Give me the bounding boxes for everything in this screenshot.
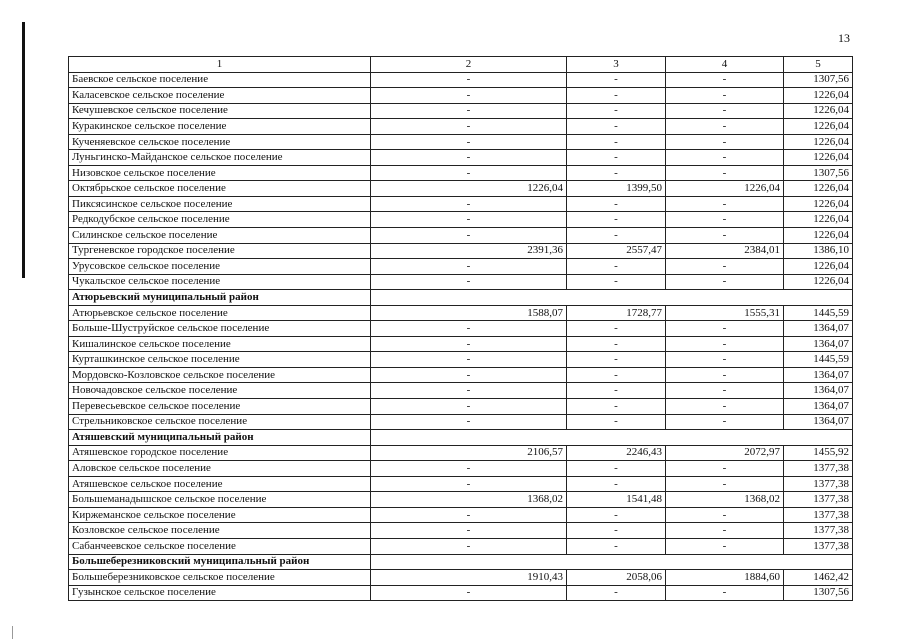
value-cell: 1728,77 xyxy=(567,305,666,321)
scan-edge xyxy=(12,626,13,639)
value-cell: 1588,07 xyxy=(371,305,567,321)
empty-cell xyxy=(666,554,784,570)
table-row xyxy=(69,119,853,135)
district-row xyxy=(69,430,853,446)
settlement-name: Тургеневское городское поселение xyxy=(69,243,371,259)
settlement-name: Кечушевское сельское поселение xyxy=(69,103,371,119)
value-cell: 1541,48 xyxy=(567,492,666,508)
value-cell: - xyxy=(371,414,567,430)
table-row xyxy=(69,585,853,601)
value-cell: - xyxy=(371,461,567,477)
header-cell: 2 xyxy=(371,57,567,73)
settlement-name: Чукальское сельское поселение xyxy=(69,274,371,290)
value-cell: - xyxy=(371,165,567,181)
value-cell: - xyxy=(567,321,666,337)
value-cell: - xyxy=(666,72,784,88)
settlement-name: Сабанчеевское сельское поселение xyxy=(69,538,371,554)
value-cell: - xyxy=(371,212,567,228)
table-row xyxy=(69,72,853,88)
value-cell: - xyxy=(567,196,666,212)
value-cell: 1226,04 xyxy=(784,212,853,228)
value-cell: - xyxy=(666,523,784,539)
value-cell: - xyxy=(567,150,666,166)
table-row xyxy=(69,181,853,197)
value-cell: 1307,56 xyxy=(784,72,853,88)
settlement-name: Большеберезниковское сельское поселение xyxy=(69,570,371,586)
table-row xyxy=(69,212,853,228)
value-cell: - xyxy=(567,274,666,290)
value-cell: - xyxy=(371,274,567,290)
value-cell: 1226,04 xyxy=(784,119,853,135)
value-cell: 1226,04 xyxy=(784,181,853,197)
value-cell: 1445,59 xyxy=(784,352,853,368)
settlement-name: Гузынское сельское поселение xyxy=(69,585,371,601)
table-row xyxy=(69,196,853,212)
value-cell: - xyxy=(567,336,666,352)
header-cell: 4 xyxy=(666,57,784,73)
value-cell: - xyxy=(567,352,666,368)
value-cell: 1364,07 xyxy=(784,321,853,337)
value-cell: 1377,38 xyxy=(784,476,853,492)
value-cell: 1226,04 xyxy=(784,103,853,119)
table-row xyxy=(69,305,853,321)
settlement-name: Редкодубское сельское поселение xyxy=(69,212,371,228)
value-cell: 1307,56 xyxy=(784,165,853,181)
value-cell: - xyxy=(371,72,567,88)
value-cell: 1226,04 xyxy=(784,150,853,166)
header-cell: 3 xyxy=(567,57,666,73)
tariff-table xyxy=(68,56,853,601)
table-row xyxy=(69,414,853,430)
table-row xyxy=(69,492,853,508)
value-cell: - xyxy=(666,103,784,119)
value-cell: 1226,04 xyxy=(784,88,853,104)
value-cell: - xyxy=(371,507,567,523)
empty-cell xyxy=(567,430,666,446)
settlement-name: Низовское сельское поселение xyxy=(69,165,371,181)
empty-cell xyxy=(371,430,567,446)
value-cell: - xyxy=(666,336,784,352)
value-cell: 1226,04 xyxy=(784,196,853,212)
value-cell: - xyxy=(567,103,666,119)
value-cell: 1364,07 xyxy=(784,367,853,383)
value-cell: - xyxy=(666,538,784,554)
table-row xyxy=(69,523,853,539)
value-cell: 1368,02 xyxy=(666,492,784,508)
value-cell: - xyxy=(666,383,784,399)
table-row xyxy=(69,103,853,119)
value-cell: - xyxy=(666,88,784,104)
value-cell: 1386,10 xyxy=(784,243,853,259)
value-cell: 2246,43 xyxy=(567,445,666,461)
value-cell: 1377,38 xyxy=(784,538,853,554)
value-cell: - xyxy=(567,585,666,601)
value-cell: - xyxy=(371,88,567,104)
value-cell: 2557,47 xyxy=(567,243,666,259)
value-cell: 1226,04 xyxy=(784,134,853,150)
empty-cell xyxy=(567,290,666,306)
value-cell: - xyxy=(666,119,784,135)
value-cell: - xyxy=(371,476,567,492)
value-cell: - xyxy=(371,367,567,383)
table-row xyxy=(69,383,853,399)
settlement-name: Пиксясинское сельское поселение xyxy=(69,196,371,212)
settlement-name: Больше-Шуструйское сельское поселение xyxy=(69,321,371,337)
settlement-name: Козловское сельское поселение xyxy=(69,523,371,539)
value-cell: - xyxy=(371,228,567,244)
value-cell: - xyxy=(371,134,567,150)
table-row xyxy=(69,321,853,337)
table-row xyxy=(69,570,853,586)
value-cell: 1445,59 xyxy=(784,305,853,321)
settlement-name: Урусовское сельское поселение xyxy=(69,259,371,275)
value-cell: - xyxy=(666,196,784,212)
table-row xyxy=(69,88,853,104)
value-cell: - xyxy=(666,259,784,275)
value-cell: 1226,04 xyxy=(666,181,784,197)
value-cell: - xyxy=(666,399,784,415)
value-cell: - xyxy=(567,414,666,430)
value-cell: 1226,04 xyxy=(371,181,567,197)
value-cell: - xyxy=(666,414,784,430)
header-cell: 1 xyxy=(69,57,371,73)
value-cell: - xyxy=(371,119,567,135)
value-cell: 1555,31 xyxy=(666,305,784,321)
table-row xyxy=(69,274,853,290)
value-cell: - xyxy=(567,88,666,104)
value-cell: 1364,07 xyxy=(784,414,853,430)
header-cell: 5 xyxy=(784,57,853,73)
empty-cell xyxy=(371,554,567,570)
empty-cell xyxy=(371,290,567,306)
value-cell: 2072,97 xyxy=(666,445,784,461)
value-cell: - xyxy=(666,212,784,228)
table-row xyxy=(69,259,853,275)
settlement-name: Атяшевское сельское поселение xyxy=(69,476,371,492)
settlement-name: Силинское сельское поселение xyxy=(69,228,371,244)
value-cell: - xyxy=(666,476,784,492)
empty-cell xyxy=(666,430,784,446)
value-cell: - xyxy=(371,585,567,601)
district-row xyxy=(69,290,853,306)
settlement-name: Атяшевское городское поселение xyxy=(69,445,371,461)
table-row xyxy=(69,165,853,181)
value-cell: - xyxy=(371,336,567,352)
value-cell: 1399,50 xyxy=(567,181,666,197)
header-row xyxy=(69,57,853,73)
table-row xyxy=(69,445,853,461)
value-cell: - xyxy=(567,259,666,275)
settlement-name: Киржеманское сельское поселение xyxy=(69,507,371,523)
value-cell: - xyxy=(371,538,567,554)
value-cell: 1910,43 xyxy=(371,570,567,586)
value-cell: - xyxy=(371,321,567,337)
value-cell: - xyxy=(371,259,567,275)
value-cell: - xyxy=(567,165,666,181)
value-cell: - xyxy=(567,228,666,244)
value-cell: - xyxy=(567,72,666,88)
value-cell: - xyxy=(666,507,784,523)
value-cell: - xyxy=(666,461,784,477)
settlement-name: Аловское сельское поселение xyxy=(69,461,371,477)
value-cell: 1226,04 xyxy=(784,259,853,275)
table-row xyxy=(69,352,853,368)
value-cell: 2384,01 xyxy=(666,243,784,259)
district-name: Атюрьевский муниципальный район xyxy=(69,290,371,306)
settlement-name: Куракинское сельское поселение xyxy=(69,119,371,135)
value-cell: 2391,36 xyxy=(371,243,567,259)
settlement-name: Перевесьевское сельское поселение xyxy=(69,399,371,415)
empty-cell xyxy=(567,554,666,570)
table-row xyxy=(69,243,853,259)
table-row xyxy=(69,461,853,477)
value-cell: 1307,56 xyxy=(784,585,853,601)
value-cell: - xyxy=(371,150,567,166)
settlement-name: Баевское сельское поселение xyxy=(69,72,371,88)
page-number: 13 xyxy=(838,31,850,45)
value-cell: - xyxy=(567,461,666,477)
value-cell: 1226,04 xyxy=(784,228,853,244)
value-cell: 1364,07 xyxy=(784,399,853,415)
empty-cell xyxy=(784,554,853,570)
settlement-name: Стрельниковское сельское поселение xyxy=(69,414,371,430)
value-cell: - xyxy=(567,119,666,135)
table-row xyxy=(69,228,853,244)
table-row xyxy=(69,399,853,415)
empty-cell xyxy=(666,290,784,306)
value-cell: 1364,07 xyxy=(784,383,853,399)
settlement-name: Атюрьевское сельское поселение xyxy=(69,305,371,321)
district-name: Большеберезниковский муниципальный район xyxy=(69,554,371,570)
district-name: Атяшевский муниципальный район xyxy=(69,430,371,446)
value-cell: 1377,38 xyxy=(784,523,853,539)
value-cell: - xyxy=(666,585,784,601)
value-cell: 1377,38 xyxy=(784,507,853,523)
value-cell: - xyxy=(567,212,666,228)
value-cell: - xyxy=(371,383,567,399)
settlement-name: Большеманадышское сельское поселение xyxy=(69,492,371,508)
settlement-name: Каласевское сельское поселение xyxy=(69,88,371,104)
empty-cell xyxy=(784,430,853,446)
value-cell: - xyxy=(567,476,666,492)
value-cell: - xyxy=(567,507,666,523)
settlement-name: Новочадовское сельское поселение xyxy=(69,383,371,399)
value-cell: 2058,06 xyxy=(567,570,666,586)
value-cell: - xyxy=(666,165,784,181)
value-cell: - xyxy=(371,103,567,119)
margin-bar xyxy=(22,22,25,278)
value-cell: - xyxy=(371,523,567,539)
table-row xyxy=(69,150,853,166)
value-cell: 1462,42 xyxy=(784,570,853,586)
value-cell: - xyxy=(666,134,784,150)
value-cell: - xyxy=(666,150,784,166)
settlement-name: Мордовско-Козловское сельское поселение xyxy=(69,367,371,383)
empty-cell xyxy=(784,290,853,306)
value-cell: - xyxy=(567,538,666,554)
value-cell: - xyxy=(666,274,784,290)
table-row xyxy=(69,336,853,352)
value-cell: - xyxy=(567,367,666,383)
table-row xyxy=(69,367,853,383)
value-cell: - xyxy=(371,196,567,212)
value-cell: 1455,92 xyxy=(784,445,853,461)
settlement-name: Кученяевское сельское поселение xyxy=(69,134,371,150)
table-row xyxy=(69,538,853,554)
value-cell: 1226,04 xyxy=(784,274,853,290)
table-row xyxy=(69,134,853,150)
table-row xyxy=(69,476,853,492)
value-cell: - xyxy=(371,352,567,368)
settlement-name: Октябрьское сельское поселение xyxy=(69,181,371,197)
value-cell: 1368,02 xyxy=(371,492,567,508)
value-cell: 2106,57 xyxy=(371,445,567,461)
settlement-name: Курташкинское сельское поселение xyxy=(69,352,371,368)
value-cell: 1377,38 xyxy=(784,492,853,508)
value-cell: - xyxy=(666,228,784,244)
value-cell: - xyxy=(567,383,666,399)
value-cell: - xyxy=(371,399,567,415)
settlement-name: Кишалинское сельское поселение xyxy=(69,336,371,352)
value-cell: - xyxy=(567,134,666,150)
value-cell: - xyxy=(666,352,784,368)
value-cell: - xyxy=(666,321,784,337)
value-cell: 1377,38 xyxy=(784,461,853,477)
value-cell: 1364,07 xyxy=(784,336,853,352)
value-cell: - xyxy=(666,367,784,383)
district-row xyxy=(69,554,853,570)
table-row xyxy=(69,507,853,523)
value-cell: - xyxy=(567,399,666,415)
settlement-name: Луньгинско-Майданское сельское поселение xyxy=(69,150,371,166)
value-cell: - xyxy=(567,523,666,539)
value-cell: 1884,60 xyxy=(666,570,784,586)
